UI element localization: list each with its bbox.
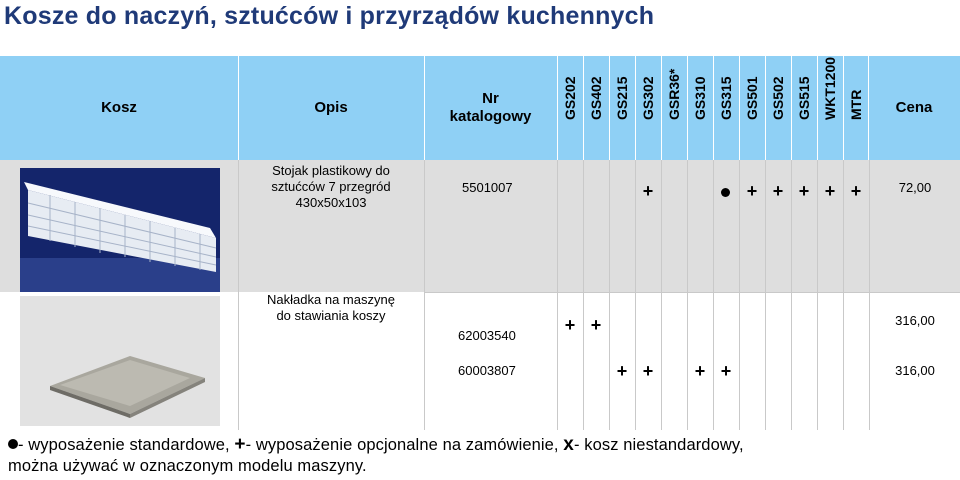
col-header-cena: Cena xyxy=(895,99,933,116)
cutlery-rack-image xyxy=(20,168,220,292)
col-header-nr-line1: Nr xyxy=(482,90,499,107)
optional-equipment-mark: + xyxy=(642,181,654,201)
standard-dot-icon xyxy=(8,439,18,449)
optional-equipment-mark: + xyxy=(720,361,732,381)
legend-line-2: można używać w oznaczonym modelu maszyny. xyxy=(8,457,367,475)
description-line: sztućców 7 przegród xyxy=(271,179,391,194)
price: 316,00 xyxy=(895,363,935,378)
optional-equipment-mark: + xyxy=(616,361,628,381)
model-label: GSR36* xyxy=(666,68,682,120)
product-table xyxy=(0,56,960,430)
col-header-model xyxy=(557,56,583,160)
price: 316,00 xyxy=(895,313,935,328)
legend-nonstandard-text: - kosz niestandardowy, xyxy=(573,436,744,454)
model-label: GS515 xyxy=(796,76,812,120)
col-header-model xyxy=(713,56,739,160)
col-header-model xyxy=(687,56,713,160)
page-title: Kosze do naczyń, sztućców i przyrządów kuchennych xyxy=(4,2,655,30)
row2-description xyxy=(238,292,424,324)
optional-equipment-mark: + xyxy=(590,315,602,335)
col-header-model xyxy=(583,56,609,160)
optional-equipment-mark: + xyxy=(746,181,758,201)
price: 72,00 xyxy=(898,180,932,195)
col-header-model xyxy=(635,56,661,160)
model-label: GS502 xyxy=(770,76,786,120)
cutlery-rack-photo xyxy=(20,168,220,292)
legend-plus-symbol: + xyxy=(234,434,246,455)
optional-equipment-mark: + xyxy=(694,361,706,381)
optional-equipment-mark: + xyxy=(824,181,836,201)
description-line: 430x50x103 xyxy=(295,195,367,210)
model-label: GS310 xyxy=(692,76,708,120)
description-line: Nakładka na maszynę xyxy=(267,292,395,307)
model-label: GS302 xyxy=(640,76,656,120)
description-line: do stawiania koszy xyxy=(276,308,386,323)
col-header-nr-line2: katalogowy xyxy=(449,108,532,125)
col-header-model xyxy=(765,56,791,160)
legend-standard-text: - wyposażenie standardowe, xyxy=(18,436,235,454)
standard-equipment-dot-icon xyxy=(721,188,730,197)
model-label: GS402 xyxy=(588,76,604,120)
col-header-model xyxy=(661,56,687,160)
col-header-nr-katalogowy xyxy=(424,56,557,160)
col-header-kosz: Kosz xyxy=(101,99,137,116)
col-header-model xyxy=(843,56,869,160)
optional-equipment-mark: + xyxy=(642,361,654,381)
optional-equipment-mark: + xyxy=(850,181,862,201)
description-line: Stojak plastikowy do xyxy=(272,163,390,178)
model-label: GS202 xyxy=(562,76,578,120)
optional-equipment-mark: + xyxy=(564,315,576,335)
optional-equipment-mark: + xyxy=(772,181,784,201)
row1-description xyxy=(238,163,424,211)
optional-equipment-mark: + xyxy=(798,181,810,201)
legend-line-1 xyxy=(8,434,958,456)
catalog-number: 5501007 xyxy=(462,180,513,195)
col-header-model xyxy=(609,56,635,160)
model-label: WKT1200 xyxy=(822,56,838,120)
col-header-opis: Opis xyxy=(314,99,348,116)
tray-plate-image xyxy=(20,296,220,426)
col-header-model xyxy=(791,56,817,160)
col-header-model xyxy=(817,56,843,160)
legend xyxy=(8,434,958,477)
legend-optional-text: - wyposażenie opcjonalne na zamówienie, xyxy=(245,436,564,454)
model-label: GS315 xyxy=(718,76,734,120)
model-label: GS501 xyxy=(744,76,760,120)
col-header-model xyxy=(739,56,765,160)
model-label: MTR xyxy=(848,89,864,120)
legend-x-symbol: x xyxy=(563,434,574,455)
catalog-number: 60003807 xyxy=(458,363,516,378)
model-label: GS215 xyxy=(614,76,630,120)
catalog-number: 62003540 xyxy=(458,328,516,343)
tray-plate-photo xyxy=(20,296,220,426)
